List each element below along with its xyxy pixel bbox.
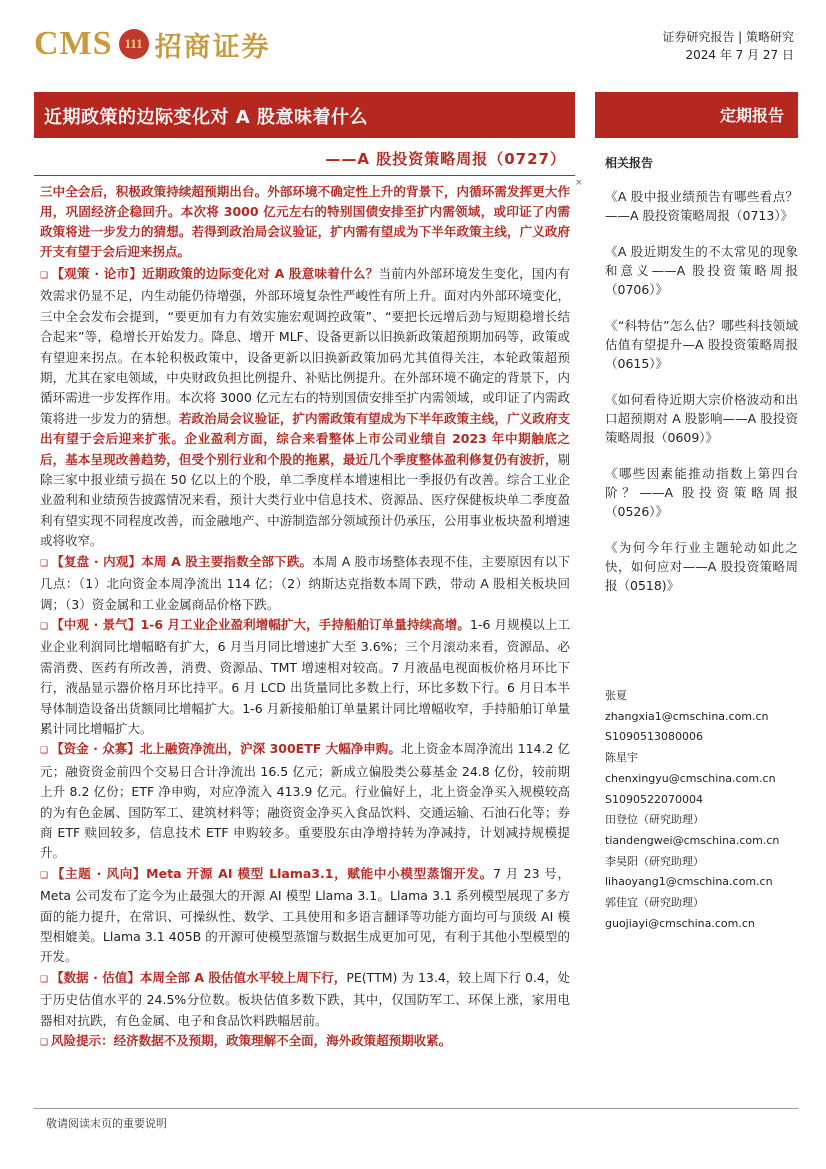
- report-title: 近期政策的边际变化对 A 股意味着什么: [44, 107, 368, 128]
- analyst-email[interactable]: tiandengwei@cmschina.com.cn: [605, 833, 780, 847]
- analyst-name: 李昊阳（研究助理）: [605, 854, 704, 868]
- section-valuation: [40, 968, 570, 1031]
- close-icon[interactable]: ×: [575, 178, 583, 188]
- logo-text-en: CMS: [34, 25, 113, 62]
- report-date: 2024 年 7 月 27 日: [685, 48, 794, 62]
- analyst-list: [605, 686, 805, 934]
- bullet-square-icon: ❑: [40, 746, 49, 757]
- summary-paragraph: 三中全会后，积极政策持续超预期出台。外部环境不确定性上升的背景下，内循环需发挥更大作用，巩固经济企稳回升。本次将 3000 亿元左右的特别国债安排至扩内需领域，或印证了内需政策将进一步发力的猜想。若得到政治局会议验证，扩内需有望成为下半年政策主线，广义政府开支有望于会后迎来拐点。: [40, 184, 570, 259]
- analyst-email[interactable]: chenxingyu@cmschina.com.cn: [605, 771, 776, 785]
- risk-warning: [40, 1031, 570, 1053]
- section-text: 1-6 月规模以上工业企业利润同比增幅略有扩大，6 月当月同比增速扩大至 3.6%；三个月滚动来看，资源品、必需消费、医药有所改善，消费、资源品、TMT 增速相对较高。7 月液晶电视面板价格月环比下行，液晶显示器价格月环比持平。6 月 LCD 出货量同比多数上行，环比多数下行。6 月日本半导体制造设备出货额同比增幅扩大。1-6 月新接船舶订单量累计同比增幅收窄，手持船舶订单量累计同比增幅扩大。: [40, 616, 571, 736]
- report-body: [40, 264, 570, 1053]
- analyst-email[interactable]: zhangxia1@cmschina.com.cn: [605, 709, 769, 723]
- analyst-email[interactable]: lihaoyang1@cmschina.com.cn: [605, 875, 773, 889]
- related-report-link[interactable]: 《如何看待近期大宗价格波动和出口超预期对 A 股影响——A 股投资策略周报（0609）》: [605, 392, 798, 445]
- analyst-license: S1090513080006: [605, 730, 703, 744]
- logo-text-cn: 招商证券: [154, 31, 271, 63]
- company-logo: [34, 24, 271, 64]
- analyst-name: 张夏: [605, 689, 627, 702]
- section-funds: [40, 739, 570, 863]
- section-heading: 【复盘 · 内观】本周 A 股主要指数全部下跌。: [51, 553, 313, 569]
- bullet-square-icon: ❑: [40, 870, 49, 881]
- analyst-name: 田登位（研究助理）: [605, 813, 704, 827]
- risk-text: 风险提示：经济数据不及预期，政策理解不全面，海外政策超预期收紧。: [51, 1033, 452, 1049]
- analyst-email[interactable]: guojiayi@cmschina.com.cn: [605, 916, 755, 930]
- title-banner: [34, 92, 575, 138]
- section-review: [40, 552, 570, 615]
- report-type: 定期报告: [719, 106, 784, 125]
- related-report-link[interactable]: 《A 股近期发生的不太常见的现象和意义——A 股投资策略周报（0706）》: [605, 244, 798, 297]
- section-highlight: 若政治局会议验证，扩内需政策有望成为下半年政策主线，广义政府支出有望于会后迎来扩张。企业盈利方面，综合来看整体上市公司业绩自 2023 年中期触底之后，基本呈现改善趋势，但受个别行业和个股的拖累，最近几个季度整体盈利修复仍有波折，: [40, 410, 570, 467]
- logo-mark-icon: 111: [119, 29, 149, 59]
- section-policy: [40, 264, 570, 552]
- related-report-link[interactable]: 《哪些因素能推动指数上第四台阶？——A 股投资策略周报（0526）》: [605, 466, 798, 519]
- related-report-link[interactable]: 《A 股中报业绩预告有哪些看点？——A 股投资策略周报（0713）》: [605, 189, 798, 223]
- related-reports: [605, 154, 798, 612]
- section-theme: [40, 864, 570, 968]
- bullet-square-icon: ❑: [40, 621, 49, 632]
- section-text: 本周 A 股市场整体表现不佳，主要原因有以下几点：（1）北向资金本周净流出 114 亿；（2）纳斯达克指数本周下跌，带动 A 股相关板块回调；（3）资金属和工业金属商品价格下跌。: [40, 553, 570, 612]
- section-text: 北上资金本周净流出 114.2 亿元；融资资金前四个交易日合计净流出 16.5 亿元；新成立偏股类公募基金 24.8 亿份，较前期上升 8.2 亿份；ETF 净申购，对应净流入 413.9 亿元。行业偏好上，北上资金净买入规模较高的为有色金属、国防军工、建筑材料等；融资资金净买入食品饮料、交通运输、石油石化等；券商 ETF 赎回较多，信息技术 ETF 申购较多。重要股东由净增持转为净减持，计划减持规模提升。: [40, 741, 571, 861]
- section-heading: 【数据 · 估值】本周全部 A 股估值水平较上周下行，: [51, 969, 347, 985]
- bullet-square-icon: ❑: [40, 558, 49, 569]
- section-heading: 【资金 · 众寡】北上融资净流出，沪深 300ETF 大幅净申购。: [51, 741, 401, 757]
- bullet-square-icon: ❑: [40, 974, 49, 985]
- section-heading: 【观策 · 论市】近期政策的边际变化对 A 股意味着什么？: [51, 266, 379, 281]
- header-meta: [662, 28, 794, 64]
- section-text: 剔除三家中报业绩亏损在 50 亿以上的个股，单二季度样本增速相比一季报仍有改善。综合工业企业盈利和业绩预告披露情况来看，预计大类行业中信息技术、资源品、医疗保健板块单二季度盈利有望实现不同程度改善，而金融地产、中游制造部分领域预计仍承压，公用事业板块盈利增速或将收窄。: [40, 451, 570, 549]
- section-heading: 【中观 · 景气】1-6 月工业企业盈利增幅扩大，手持船舶订单量持续高增。: [51, 616, 470, 632]
- footer-divider: [34, 1108, 798, 1109]
- analyst-license: S1090522070004: [605, 792, 703, 806]
- related-heading: 相关报告: [605, 156, 654, 170]
- related-report-link[interactable]: 《“科特估”怎么估？哪些科技领域估值有望提升—A 股投资策略周报（0615）》: [605, 318, 798, 371]
- report-subtitle: ——A 股投资策略周报（0727）: [325, 150, 566, 168]
- related-report-link[interactable]: 《为何今年行业主题轮动如此之快，如何应对——A 股投资策略周报（0518)》: [605, 540, 798, 593]
- bullet-square-icon: ❑: [40, 271, 49, 281]
- report-type-banner: [595, 92, 798, 138]
- section-text: PE(TTM) 为 13.4，较上周下行 0.4，处于历史估值水平的 24.5%分位数。板块估值多数下跌，其中，仅国防军工、环保上涨，家用电器相对抗跌，有色金属、电子和食品饮料跌幅居前。: [40, 969, 570, 1028]
- footer-note: 敬请阅读末页的重要说明: [46, 1117, 167, 1130]
- report-category: 证券研究报告 | 策略研究: [662, 30, 794, 44]
- section-text: 当前内外部环境发生变化，国内有效需求仍显不足，内生动能仍待增强，外部环境复杂性严峻性有所上升。面对内外部环境变化，三中全会发布会提到，“要更加有力有效实施宏观调控政策”、“要把长远增后劲与短期稳增长结合起来”等，稳增长开始发力。降息、增开 MLF、设备更新以旧换新政策超预期加码等，政策或有望迎来拐点。在本轮积极政策中，设备更新以旧换新政策加码尤其值得关注，本轮政策超预期，尤其在家电领域，中央财政负担比例提升、补贴比例提升。在外部环境不确定的背景下，内循环需进一步发挥作用。本次将 3000 亿元左右的特别国债安排至扩内需领域，或印证了内需政策将进一步发力的猜想。: [40, 266, 570, 426]
- section-heading: 【主题 · 风向】Meta 开源 AI 模型 Llama3.1，赋能中小模型蒸馏开发。: [51, 865, 494, 881]
- bullet-square-icon: ❑: [40, 1038, 49, 1049]
- analyst-name: 郭佳宜（研究助理）: [605, 896, 704, 910]
- section-industry: [40, 615, 570, 739]
- section-text: 7 月 23 号，Meta 公司发布了迄今为止最强大的开源 AI 模型 Llama 3.1。Llama 3.1 系列模型展现了多方面的能力提升，在常识、可操纵性、数学、工具使用和多语言翻译等功能方面均可与顶级 AI 模型相媲美。Llama 3.1 405B 的开源可使模型蒸馏与数据生成更加可见，有利于其他小型模型的开发。: [40, 865, 570, 965]
- analyst-name: 陈星宇: [605, 751, 638, 765]
- title-divider: [34, 175, 575, 176]
